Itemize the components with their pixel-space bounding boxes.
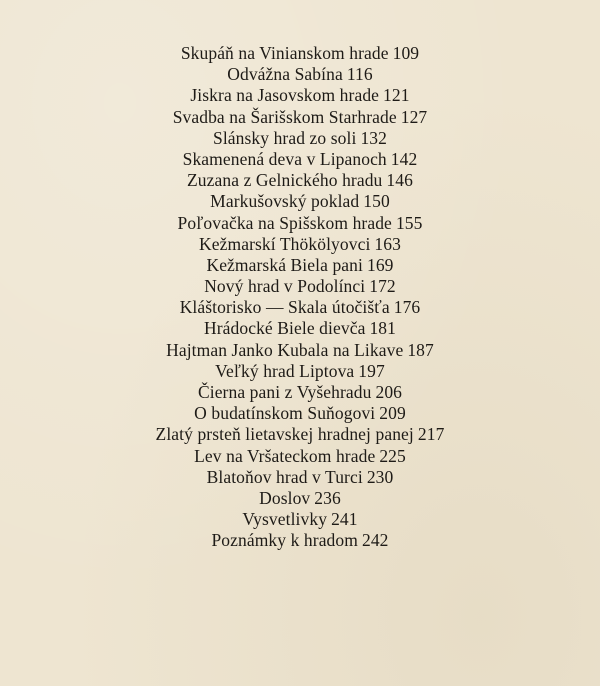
toc-entry: [0, 170, 600, 191]
toc-entry-title: Hajtman Janko Kubala na Likave: [166, 339, 404, 360]
toc-entry: [0, 488, 600, 509]
toc-entry: [0, 128, 600, 149]
table-of-contents: [0, 43, 600, 552]
toc-entry-title: Slánsky hrad zo soli: [212, 127, 357, 148]
toc-entry-page: 242: [361, 530, 389, 551]
toc-entry-title: Blatoňov hrad v Turci: [206, 466, 363, 487]
toc-entry-page: 197: [358, 360, 385, 381]
toc-entry-title: Hrádocké Biele dievča: [203, 318, 366, 339]
toc-entry: [0, 424, 600, 445]
toc-entry-title: Poznámky k hradom: [211, 530, 358, 551]
toc-entry-page: 150: [363, 191, 390, 212]
toc-entry-title: Čierna pani z Vyšehradu: [197, 382, 372, 402]
toc-entry: [0, 85, 600, 106]
toc-entry: [0, 191, 600, 212]
toc-entry-page: 155: [395, 212, 423, 233]
toc-entry-page: 109: [392, 43, 420, 63]
toc-entry-title: Kežmarskí Thökölyovci: [199, 233, 371, 254]
toc-entry-page: 146: [386, 170, 413, 191]
toc-entry: [0, 403, 600, 424]
toc-entry-page: 241: [331, 509, 358, 530]
toc-entry-page: 225: [379, 445, 406, 466]
toc-entry-title: Odvážna Sabína: [227, 64, 343, 85]
toc-entry-page: 206: [375, 382, 403, 402]
toc-entry-title: Skamenená deva v Lipanoch: [182, 148, 387, 169]
toc-entry-title: Doslov: [259, 487, 311, 508]
toc-entry-page: 132: [360, 127, 387, 148]
toc-entry-title: Zuzana z Gelnického hradu: [187, 170, 383, 191]
toc-entry-title: Kežmarská Biela pani: [206, 254, 363, 275]
toc-entry-page: 209: [379, 403, 406, 424]
toc-entry: [0, 276, 600, 297]
toc-entry-page: 127: [400, 106, 428, 127]
toc-entry-page: 230: [366, 466, 394, 487]
toc-entry: [0, 340, 600, 361]
toc-entry: [0, 318, 600, 339]
toc-entry-title: Nový hrad v Podolínci: [204, 276, 366, 297]
toc-entry-title: Markušovský poklad: [210, 191, 360, 212]
toc-entry-title: Lev na Vršateckom hrade: [194, 445, 376, 466]
toc-entry-title: Kláštorisko — Skala útočišťa: [179, 297, 390, 318]
toc-entry: [0, 297, 600, 318]
toc-entry-page: 217: [417, 424, 445, 445]
toc-entry: [0, 530, 600, 551]
toc-entry-page: 181: [369, 318, 397, 339]
toc-entry: [0, 467, 600, 488]
toc-entry: [0, 149, 600, 170]
toc-entry-page: 121: [383, 85, 410, 106]
toc-entry: [0, 361, 600, 382]
toc-entry: [0, 255, 600, 276]
toc-entry-title: Skupáň na Vinianskom hrade: [180, 43, 389, 63]
toc-entry: [0, 509, 600, 530]
toc-entry-title: Poľovačka na Spišskom hrade: [177, 212, 392, 233]
toc-entry: [0, 382, 600, 403]
toc-entry: [0, 234, 600, 255]
toc-entry-page: 187: [407, 339, 434, 360]
toc-entry-page: 236: [314, 487, 341, 508]
toc-entry-page: 163: [374, 233, 401, 254]
toc-entry-title: Zlatý prsteň lietavskej hradnej panej: [155, 424, 414, 445]
toc-entry: [0, 213, 600, 234]
toc-entry-title: Vysvetlivky: [242, 509, 328, 530]
toc-entry: [0, 43, 600, 64]
toc-entry-title: Svadba na Šarišskom Starhrade: [172, 106, 397, 127]
toc-entry-page: 116: [346, 64, 373, 85]
toc-entry: [0, 64, 600, 85]
toc-entry-page: 176: [393, 297, 421, 318]
toc-entry-title: Jiskra na Jasovskom hrade: [190, 85, 380, 106]
toc-entry: [0, 446, 600, 467]
toc-entry: [0, 107, 600, 128]
toc-entry-page: 172: [369, 276, 396, 297]
toc-entry-title: O budatínskom Suňogovi: [194, 403, 376, 424]
toc-entry-title: Veľký hrad Liptova: [215, 360, 355, 381]
toc-entry-page: 169: [366, 254, 394, 275]
toc-entry-page: 142: [390, 148, 418, 169]
